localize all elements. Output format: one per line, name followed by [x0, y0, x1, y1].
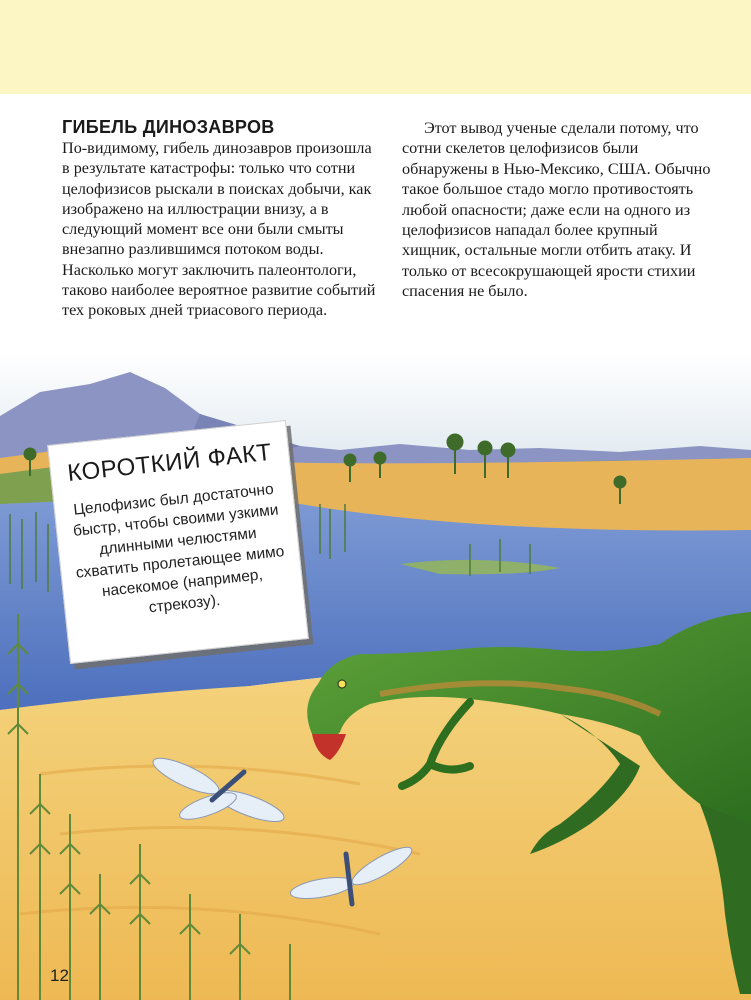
fact-box-title: КОРОТКИЙ ФАКТ — [66, 438, 274, 488]
page-number: 12 — [50, 966, 69, 985]
text-area — [0, 94, 751, 354]
right-column — [402, 118, 720, 302]
short-fact-box — [47, 420, 309, 664]
article-heading: ГИБЕЛЬ ДИНОЗАВРОВ — [62, 117, 275, 137]
fact-box-text: Целофизис был достаточно быстр, чтобы своими узкими длинными челюстями схватить пролетающее мимо насекомое (например, стрекозу). — [72, 480, 286, 617]
left-paragraph: По-видимому, гибель динозавров произошла в результате катастрофы: только что сотни целофизисов рыскали в поисках добычи, как изображено на иллюстрации внизу, а в следующий момент все они были смыты внезапно разлившимся потоком воды. Насколько могут заключить палеонтологи, таково наиболее вероятное развитие событий тех роковых дней триасового периода. — [62, 139, 376, 320]
right-paragraph: Этот вывод ученые сделали потому, что сотни скелетов целофизисов были обнаружены в Нью-Мексико, США. Обычно такое большое стадо могло противостоять любой опасности; даже если на одного из целофизисов нападал более крупный хищник, остальные могли отбить атаку. И только от всесокрушающей ярости стихии спасения не было. — [402, 119, 711, 301]
left-column — [62, 116, 382, 321]
top-color-band — [0, 0, 751, 94]
